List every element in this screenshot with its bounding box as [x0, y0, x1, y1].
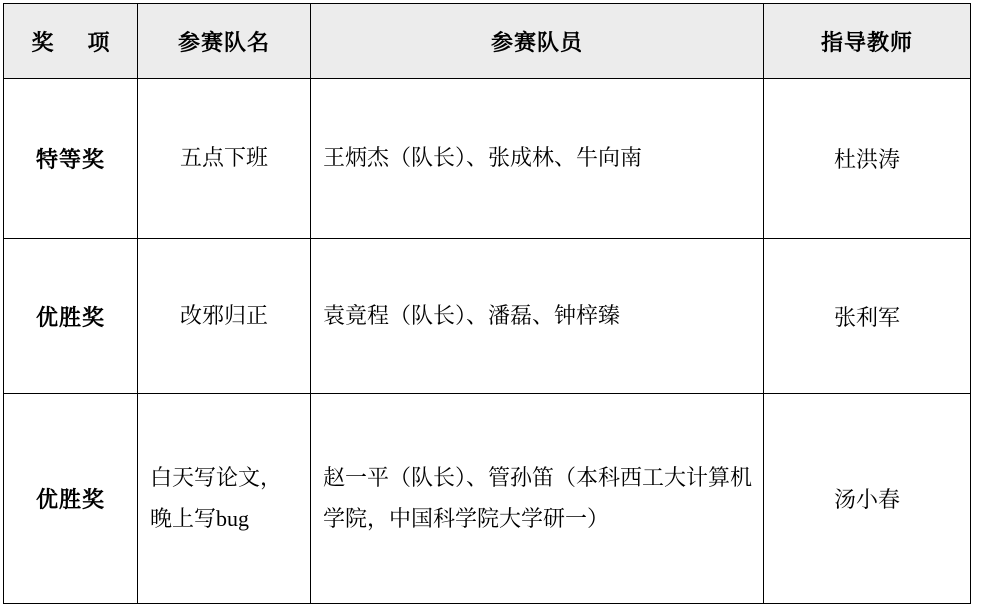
cell-members: 袁竟程（队长）、潘磊、钟梓臻 [311, 239, 764, 394]
table-row [4, 239, 971, 394]
cell-members: 赵一平（队长）、管孙笛（本科西工大计算机学院，中国科学院大学研一） [311, 394, 764, 604]
document-page [0, 3, 987, 609]
column-header-team-name: 参赛队名 [138, 4, 311, 79]
column-header-award: 奖 项 [4, 4, 138, 79]
table-body [4, 79, 971, 604]
cell-advisor: 杜洪涛 [764, 79, 971, 239]
cell-team-name: 五点下班 [138, 79, 311, 239]
cell-advisor: 张利军 [764, 239, 971, 394]
table-row [4, 79, 971, 239]
award-results-table [3, 3, 971, 604]
cell-award: 优胜奖 [4, 394, 138, 604]
cell-team-name: 改邪归正 [138, 239, 311, 394]
cell-team-name: 白天写论文，晚上写bug [138, 394, 311, 604]
cell-members: 王炳杰（队长）、张成林、牛向南 [311, 79, 764, 239]
cell-award: 优胜奖 [4, 239, 138, 394]
column-header-members: 参赛队员 [311, 4, 764, 79]
column-header-advisor: 指导教师 [764, 4, 971, 79]
table-header [4, 4, 971, 79]
table-header-row [4, 4, 971, 79]
table-row [4, 394, 971, 604]
cell-advisor: 汤小春 [764, 394, 971, 604]
cell-award: 特等奖 [4, 79, 138, 239]
